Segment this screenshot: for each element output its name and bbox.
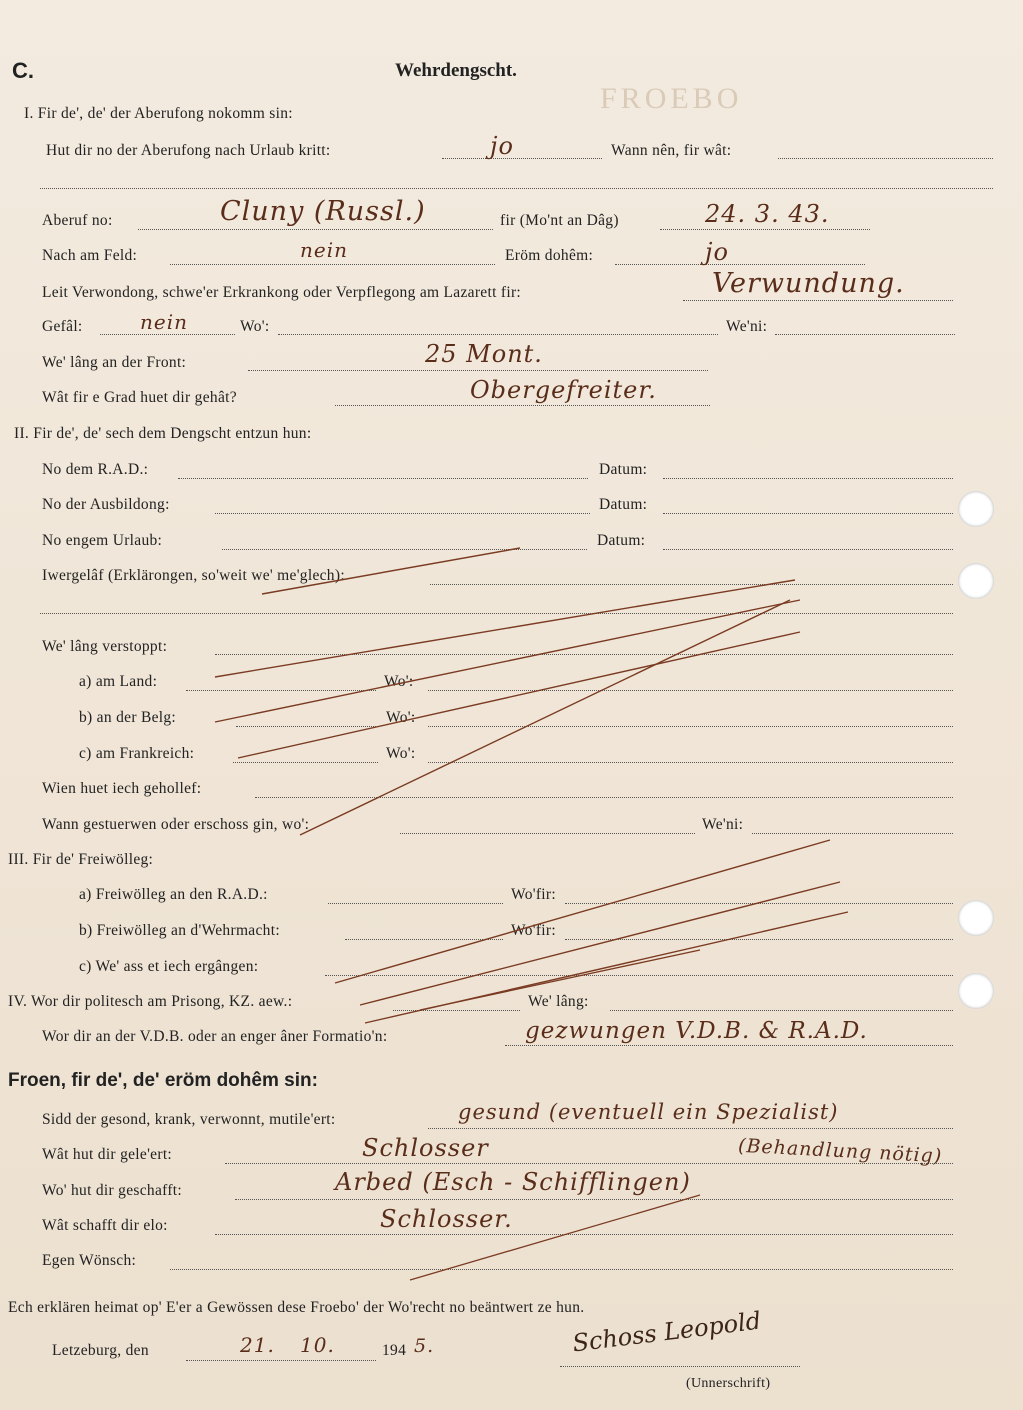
geschafft-answer: Arbed (Esch - Schifflingen) <box>335 1168 691 1196</box>
grad-label: Wât fir e Grad huet dir gehât? <box>42 389 237 406</box>
doheem-answer: jo <box>705 238 729 266</box>
ausbildong-label: No der Ausbildong: <box>42 496 170 513</box>
section-2-heading: II. Fir de', de' sech dem Dengscht entzun hun: <box>14 425 312 442</box>
place-label: Letzeburg, den <box>52 1342 149 1359</box>
frank-wo-label: Wo': <box>386 745 416 762</box>
front-label: We' lâng an der Front: <box>42 354 187 371</box>
verstoppt-label: We' lâng verstoppt: <box>42 638 168 655</box>
elo-label: Wât schafft dir elo: <box>42 1217 168 1234</box>
behandlung-answer: (Behandlung nötig) <box>737 1134 943 1168</box>
wann-label: Wann nên, fir wât: <box>611 142 732 159</box>
vdb-answer: gezwungen V.D.B. & R.A.D. <box>525 1018 868 1044</box>
land-label: a) am Land: <box>79 673 158 690</box>
freiwolleg-wehrmacht-wofir-label: Wo'fir: <box>511 922 556 939</box>
urlaub-datum-label: Datum: <box>597 532 646 549</box>
aberuf-answer: Cluny (Russl.) <box>220 196 426 227</box>
gestuerwen-weni-label: We'ni: <box>702 816 744 833</box>
belg-wo-label: Wo': <box>386 709 416 726</box>
verwond-label: Leit Verwondong, schwe'er Erkrankong oder Verpflegong am Lazarett fir: <box>42 284 522 301</box>
gesond-label: Sidd der gesond, krank, verwonnt, mutile'ert: <box>42 1111 336 1128</box>
section-1-heading: I. Fir de', de' der Aberufong nokomm sin: <box>24 105 293 122</box>
signature-label: (Unnerschrift) <box>686 1376 771 1391</box>
gefal-wo-label: Wo': <box>240 318 270 335</box>
home-questions-heading: Froen, fir de', de' eröm dohêm sin: <box>8 1070 318 1091</box>
form-title: Wehrdengscht. <box>395 60 517 81</box>
land-wo-label: Wo': <box>384 673 414 690</box>
signature: Schoss Leopold <box>571 1306 763 1358</box>
geschafft-label: Wo' hut dir geschafft: <box>42 1182 183 1199</box>
section-3-heading: III. Fir de' Freiwölleg: <box>8 851 154 868</box>
freiwolleg-wehrmacht-label: b) Freiwölleg an d'Wehrmacht: <box>79 922 280 939</box>
elo-answer: Schlosser. <box>380 1205 513 1233</box>
section-letter: C. <box>12 58 34 83</box>
gefal-weni-label: We'ni: <box>726 318 768 335</box>
vdb-label: Wor dir an der V.D.B. oder an enger âner Formatio'n: <box>42 1028 388 1045</box>
date-month: 10. <box>300 1333 335 1357</box>
year-prefix: 194 <box>382 1342 407 1359</box>
date-label: fir (Mo'nt an Dâg) <box>500 212 619 229</box>
date-answer: 24. 3. 43. <box>705 200 830 228</box>
declaration-text: Ech erklären heimat op' E'er a Gewössen dese Froebo' der Wo'recht no beäntwert ze hun. <box>8 1299 585 1316</box>
aberuf-label: Aberuf no: <box>42 212 113 229</box>
front-answer: 25 Mont. <box>425 340 543 368</box>
gestuerwen-label: Wann gestuerwen oder erschoss gin, wo': <box>42 816 310 833</box>
gefal-label: Gefâl: <box>42 318 83 335</box>
urlaub-entzun-label: No engem Urlaub: <box>42 532 163 549</box>
bleed-through-print: FROEBO <box>600 82 743 115</box>
freiwolleg-rad-wofir-label: Wo'fir: <box>511 886 556 903</box>
grad-answer: Obergefreiter. <box>470 376 657 404</box>
urlaub-label: Hut dir no der Aberufong nach Urlaub kritt: <box>46 142 331 159</box>
doheem-label: Eröm dohêm: <box>505 247 594 264</box>
prisong-label: IV. Wor dir politesch am Prisong, KZ. aew.: <box>8 993 293 1010</box>
gehollef-label: Wien huet iech gehollef: <box>42 780 202 797</box>
geleert-answer: Schlosser <box>362 1134 489 1162</box>
verwond-answer: Verwundung. <box>712 268 905 299</box>
year-suffix: 5. <box>414 1335 435 1357</box>
prisong-welang-label: We' lâng: <box>528 993 589 1010</box>
wonsch-label: Egen Wönsch: <box>42 1252 137 1269</box>
date-day: 21. <box>240 1333 275 1357</box>
rad-label: No dem R.A.D.: <box>42 461 149 478</box>
urlaub-answer: jo <box>490 132 514 160</box>
frank-label: c) am Frankreich: <box>79 745 195 762</box>
gefal-answer: nein <box>140 310 188 334</box>
rad-datum-label: Datum: <box>599 461 648 478</box>
erganen-label: c) We' ass et iech ergângen: <box>79 958 259 975</box>
feld-label: Nach am Feld: <box>42 247 138 264</box>
geleert-label: Wât hut dir gele'ert: <box>42 1146 173 1163</box>
iwwergelaf-label: Iwergelâf (Erklärongen, so'weit we' me'glech): <box>42 567 345 584</box>
ausbildong-datum-label: Datum: <box>599 496 648 513</box>
gesond-answer: gesund (eventuell ein Spezialist) <box>458 1100 839 1124</box>
belg-label: b) an der Belg: <box>79 709 177 726</box>
freiwolleg-rad-label: a) Freiwölleg an den R.A.D.: <box>79 886 268 903</box>
feld-answer: nein <box>300 238 348 262</box>
